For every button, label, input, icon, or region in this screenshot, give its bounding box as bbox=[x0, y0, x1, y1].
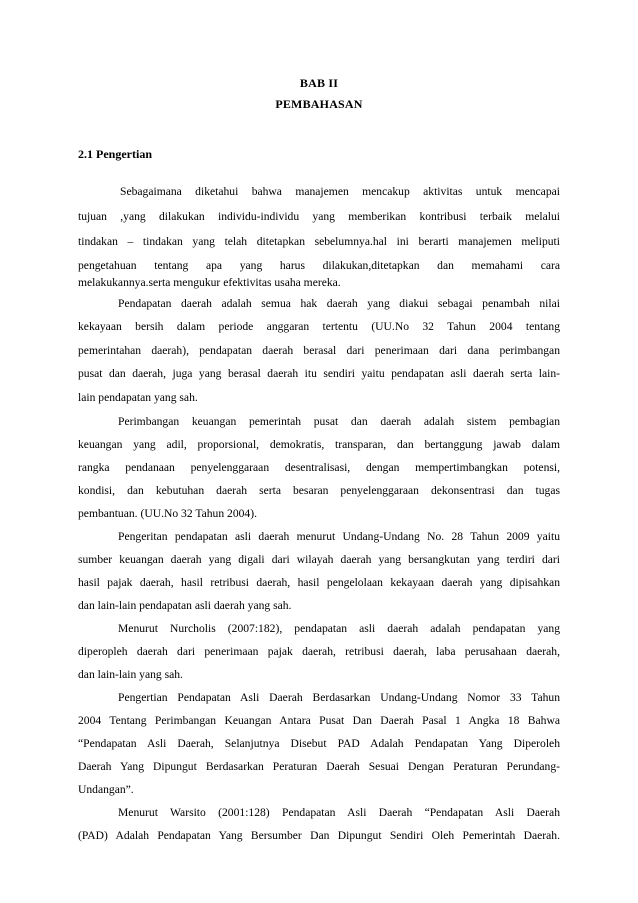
paragraph-line: Pendapatan daerah adalah semua hak daerah yang diakui sebagai penambah nilai bbox=[118, 297, 560, 310]
paragraph-line: Menurut Nurcholis (2007:182), pendapatan asli daerah adalah pendapatan yang bbox=[118, 622, 560, 635]
paragraph-line: pemerintahan daerah), pendapatan daerah berasal dari penerimaan dari dana perimbangan bbox=[78, 344, 560, 357]
paragraph-line: Sebagaimana diketahui bahwa manajemen mencakup aktivitas untuk mencapai bbox=[120, 185, 560, 198]
paragraph-line: tindakan – tindakan yang telah ditetapkan sebelumnya.hal ini berarti manajemen meliputi bbox=[78, 235, 560, 248]
chapter-number: BAB II bbox=[299, 76, 339, 90]
paragraph-line: kondisi, dan kebutuhan daerah serta besaran penyelenggaraan dekonsentrasi dan tugas bbox=[78, 484, 560, 497]
paragraph-line: Menurut Warsito (2001:128) Pendapatan Asli Daerah “Pendapatan Asli Daerah bbox=[118, 806, 560, 819]
paragraph-line: rangka pendanaan penyelenggaraan desentralisasi, dengan mempertimbangkan potensi, bbox=[78, 461, 560, 474]
paragraph-line: lain pendapatan yang sah. bbox=[78, 391, 198, 404]
paragraph-line: pengetahuan tentang apa yang harus dilakukan,ditetapkan dan memahami cara bbox=[78, 259, 560, 272]
paragraph-line: keuangan yang adil, proporsional, demokratis, transparan, dan bertanggung jawab dalam bbox=[78, 438, 560, 451]
paragraph-line: dan lain-lain pendapatan asli daerah yang sah. bbox=[78, 599, 292, 612]
paragraph-line: Pengeritan pendapatan asli daerah menurut Undang-Undang No. 28 Tahun 2009 yaitu bbox=[118, 530, 560, 543]
paragraph-line: kekayaan bersih dalam periode anggaran tertentu (UU.No 32 Tahun 2004 tentang bbox=[78, 320, 560, 333]
paragraph-line: sumber keuangan daerah yang digali dari wilayah daerah yang bersangkutan yang terdiri dari bbox=[78, 553, 560, 566]
paragraph-line: (PAD) Adalah Pendapatan Yang Bersumber Dan Dipungut Sendiri Oleh Pemerintah Daerah. bbox=[78, 829, 560, 842]
paragraph-line: pusat dan daerah, juga yang berasal daerah itu sendiri yaitu pendapatan asli daerah serta lain- bbox=[78, 367, 560, 380]
section-heading: 2.1 Pengertian bbox=[78, 147, 152, 161]
paragraph-line: dan lain-lain yang sah. bbox=[78, 668, 183, 681]
paragraph-line: 2004 Tentang Perimbangan Keuangan Antara Pusat Dan Daerah Pasal 1 Angka 18 Bahwa bbox=[78, 714, 560, 727]
paragraph-line: diperopleh daerah dari penerimaan pajak daerah, retribusi daerah, laba perusahaan daerah, bbox=[78, 645, 560, 658]
paragraph-line: hasil pajak daerah, hasil retribusi daerah, hasil pengelolaan kekayaan daerah yang dipisahkan bbox=[78, 576, 560, 589]
paragraph-line: Daerah Yang Dipungut Berdasarkan Peraturan Daerah Sesuai Dengan Peraturan Perundang- bbox=[78, 760, 560, 773]
paragraph-line: Perimbangan keuangan pemerintah pusat dan daerah adalah sistem pembagian bbox=[118, 415, 560, 428]
paragraph-line: melakukannya.serta mengukur efektivitas usaha mereka. bbox=[78, 276, 341, 289]
paragraph-line: Undangan”. bbox=[78, 783, 134, 796]
paragraph-line: pembantuan. (UU.No 32 Tahun 2004). bbox=[78, 507, 257, 520]
chapter-title: PEMBAHASAN bbox=[275, 97, 363, 111]
paragraph-line: tujuan ,yang dilakukan individu-individu yang memberikan kontribusi terbaik melalui bbox=[78, 210, 560, 223]
paragraph-line: Pengertian Pendapatan Asli Daerah Berdasarkan Undang-Undang Nomor 33 Tahun bbox=[118, 691, 560, 704]
paragraph-line: “Pendapatan Asli Daerah, Selanjutnya Disebut PAD Adalah Pendapatan Yang Diperoleh bbox=[78, 737, 560, 750]
